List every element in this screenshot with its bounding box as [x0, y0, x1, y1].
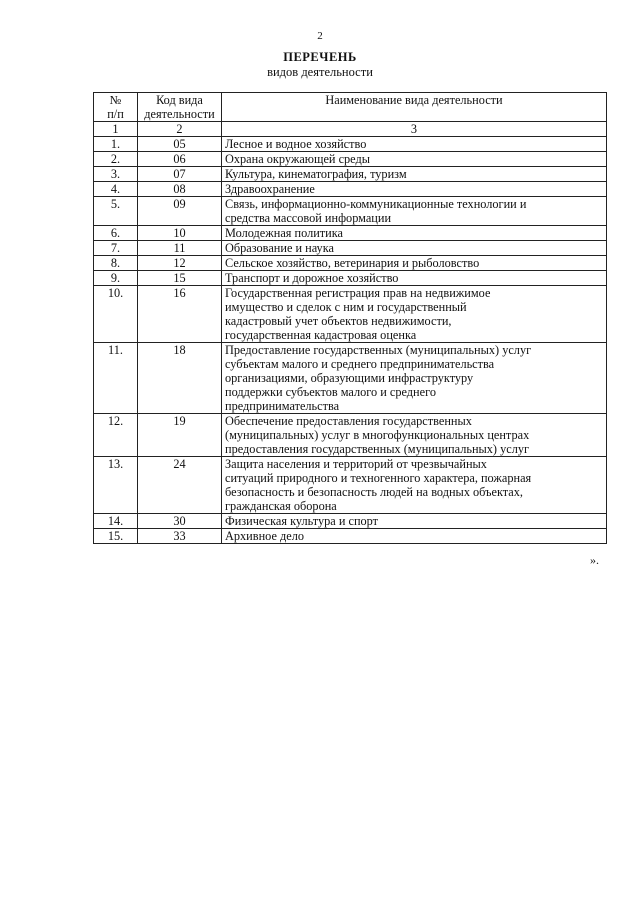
- activity-name-line: Физическая культура и спорт: [225, 514, 379, 528]
- row-number-cell: 4.: [94, 182, 138, 197]
- activity-name-line: (муниципальных) услуг в многофункциональных центрах: [225, 428, 530, 442]
- activity-name-line: предоставления государственных (муниципальных) услуг: [225, 442, 530, 456]
- activity-code-cell: 33: [138, 529, 222, 544]
- row-number-cell: 5.: [94, 197, 138, 226]
- table-row: [94, 241, 607, 256]
- activity-code-cell: 07: [138, 167, 222, 182]
- table-row: [94, 167, 607, 182]
- index-cell: 2: [138, 122, 222, 137]
- row-number-cell: 6.: [94, 226, 138, 241]
- table-row: [94, 152, 607, 167]
- table-row: [94, 256, 607, 271]
- row-number-cell: 2.: [94, 152, 138, 167]
- activity-name-line: предпринимательства: [225, 399, 340, 413]
- row-number-cell: 3.: [94, 167, 138, 182]
- activity-code-cell: 12: [138, 256, 222, 271]
- activity-name-line: Защита населения и территорий от чрезвычайных: [225, 457, 487, 471]
- header-num-line: №: [109, 93, 122, 107]
- table-row: [94, 197, 607, 226]
- activity-name-line: Связь, информационно-коммуникационные технологии и: [225, 197, 527, 211]
- row-number-cell: 10.: [94, 286, 138, 343]
- activity-name-line: Обеспечение предоставления государственных: [225, 414, 472, 428]
- activity-name-line: Сельское хозяйство, ветеринария и рыболовство: [225, 256, 480, 270]
- row-number-cell: 8.: [94, 256, 138, 271]
- activity-name-line: имущество и сделок с ним и государственный: [225, 300, 467, 314]
- table-row: [94, 286, 607, 343]
- table-row: [94, 414, 607, 457]
- document-subtitle: видов деятельности: [267, 65, 373, 79]
- activity-code-cell: 09: [138, 197, 222, 226]
- table-row: [94, 182, 607, 197]
- table-index-row: [94, 122, 607, 137]
- table-row: [94, 226, 607, 241]
- activity-name-line: кадастровый учет объектов недвижимости,: [225, 314, 452, 328]
- activity-name-cell: [222, 414, 607, 457]
- activity-code-cell: 15: [138, 271, 222, 286]
- row-number-cell: 15.: [94, 529, 138, 544]
- activity-name-line: Охрана окружающей среды: [225, 152, 370, 166]
- activity-code-cell: 30: [138, 514, 222, 529]
- activity-name-cell: [222, 457, 607, 514]
- table-body: [94, 137, 607, 544]
- activity-name-line: поддержки субъектов малого и среднего: [225, 385, 436, 399]
- activity-types-table: [93, 92, 607, 544]
- activity-code-cell: 05: [138, 137, 222, 152]
- activity-name-line: Молодежная политика: [225, 226, 344, 240]
- activity-code-cell: 08: [138, 182, 222, 197]
- activity-name-line: Лесное и водное хозяйство: [225, 137, 367, 151]
- activity-name-cell: [222, 529, 607, 544]
- activity-name-cell: [222, 226, 607, 241]
- header-code-line: деятельности: [144, 107, 215, 121]
- activity-name-cell: [222, 343, 607, 414]
- index-cell: 3: [222, 122, 607, 137]
- activity-name-cell: [222, 271, 607, 286]
- activity-name-line: Предоставление государственных (муниципальных) услуг: [225, 343, 532, 357]
- activity-name-cell: [222, 514, 607, 529]
- activity-code-cell: 18: [138, 343, 222, 414]
- table-row: [94, 137, 607, 152]
- row-number-cell: 14.: [94, 514, 138, 529]
- activity-name-cell: [222, 256, 607, 271]
- activity-name-cell: [222, 241, 607, 256]
- activity-name-line: средства массовой информации: [225, 211, 392, 225]
- activity-name-line: гражданская оборона: [225, 499, 337, 513]
- activity-code-cell: 06: [138, 152, 222, 167]
- index-cell: 1: [94, 122, 138, 137]
- activity-name-cell: [222, 182, 607, 197]
- row-number-cell: 12.: [94, 414, 138, 457]
- page-number: 2: [317, 30, 323, 42]
- activity-name-line: ситуаций природного и техногенного характера, пожарная: [225, 471, 532, 485]
- activity-name-line: субъектам малого и среднего предпринимательства: [225, 357, 495, 371]
- row-number-cell: 11.: [94, 343, 138, 414]
- activity-name-line: Транспорт и дорожное хозяйство: [225, 271, 399, 285]
- activity-code-cell: 10: [138, 226, 222, 241]
- closing-quote-mark: ».: [590, 553, 599, 567]
- row-number-cell: 9.: [94, 271, 138, 286]
- activity-name-cell: [222, 152, 607, 167]
- activity-name-line: Культура, кинематография, туризм: [225, 167, 407, 181]
- activity-code-cell: 16: [138, 286, 222, 343]
- table-row: [94, 271, 607, 286]
- activity-name-cell: [222, 197, 607, 226]
- activity-name-line: Государственная регистрация прав на недвижимое: [225, 286, 491, 300]
- row-number-cell: 1.: [94, 137, 138, 152]
- row-number-cell: 7.: [94, 241, 138, 256]
- header-num-line: п/п: [107, 107, 124, 121]
- activity-name-line: организациями, образующими инфраструктуру: [225, 371, 474, 385]
- activity-name-cell: [222, 286, 607, 343]
- activity-name-line: Архивное дело: [225, 529, 304, 543]
- row-number-cell: 13.: [94, 457, 138, 514]
- activity-name-cell: [222, 167, 607, 182]
- activity-code-cell: 11: [138, 241, 222, 256]
- activity-name-line: государственная кадастровая оценка: [225, 328, 417, 342]
- header-code-line: Код вида: [156, 93, 203, 107]
- table-header-row: [94, 93, 607, 122]
- activity-code-cell: 19: [138, 414, 222, 457]
- table-row: [94, 457, 607, 514]
- activity-name-cell: [222, 137, 607, 152]
- table-row: [94, 343, 607, 414]
- table-row: [94, 529, 607, 544]
- activity-name-line: Образование и наука: [225, 241, 334, 255]
- document-title: ПЕРЕЧЕНЬ: [283, 50, 357, 64]
- table-row: [94, 514, 607, 529]
- header-code: [138, 93, 222, 122]
- activity-name-line: безопасность и безопасность людей на водных объектах,: [225, 485, 523, 499]
- header-name: Наименование вида деятельности: [222, 93, 607, 122]
- activity-code-cell: 24: [138, 457, 222, 514]
- activity-name-line: Здравоохранение: [225, 182, 315, 196]
- header-num: [94, 93, 138, 122]
